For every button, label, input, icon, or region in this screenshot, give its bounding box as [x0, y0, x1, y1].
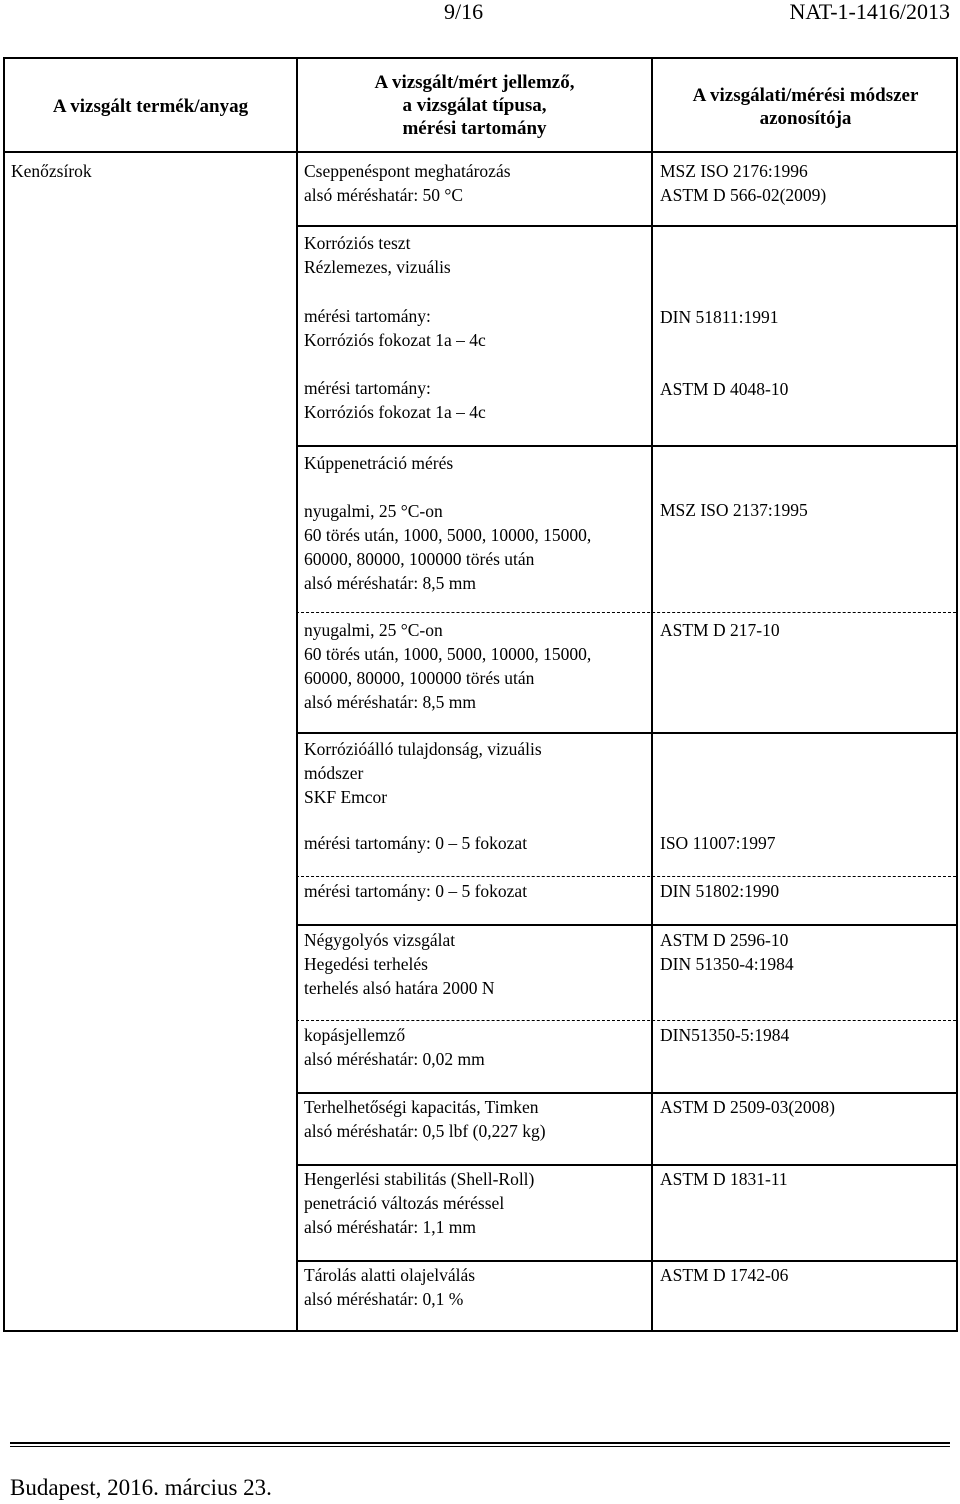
anticorrosion-method-2: DIN 51802:1990: [660, 881, 780, 901]
footer-rule: [10, 1446, 950, 1447]
text-line: Korrózióálló tulajdonság, vizuális: [304, 739, 542, 759]
text-line: alsó méréshatár: 0,02 mm: [304, 1049, 485, 1069]
text-line: 60 törés után, 1000, 5000, 10000, 15000,: [304, 644, 592, 664]
header-line: mérési tartomány: [402, 118, 547, 139]
header-property: [298, 71, 651, 140]
row-rule: [296, 225, 956, 227]
anticorrosion-property: [304, 737, 542, 809]
cone-method-2: ASTM D 217-10: [660, 620, 780, 640]
wear-property: [304, 1023, 485, 1071]
column-divider-1: [296, 59, 298, 1330]
anticorrosion-range-1: mérési tartomány: 0 – 5 fokozat: [304, 833, 528, 853]
accreditation-table: [3, 57, 958, 1332]
timken-property: [304, 1095, 546, 1143]
wear-method: DIN51350-5:1984: [660, 1025, 790, 1045]
text-line: mérési tartomány:: [304, 306, 431, 326]
column-divider-2: [651, 59, 653, 1330]
anticorrosion-range-2: mérési tartomány: 0 – 5 fokozat: [304, 881, 528, 901]
corrosion-method-1: DIN 51811:1991: [660, 307, 779, 327]
header-rule: [5, 151, 956, 153]
text-line: Korróziós teszt: [304, 233, 411, 253]
header-line: A vizsgálati/mérési módszer: [692, 85, 919, 106]
corrosion-range-1: [304, 304, 486, 352]
text-line: alsó méréshatár: 0,1 %: [304, 1289, 464, 1309]
four-ball-methods: [660, 928, 794, 976]
anticorrosion-method-1: ISO 11007:1997: [660, 833, 776, 853]
text-line: nyugalmi, 25 °C-on: [304, 501, 443, 521]
timken-method: ASTM D 2509-03(2008): [660, 1097, 835, 1117]
corrosion-property: [304, 231, 451, 279]
text-line: kopásjellemző: [304, 1025, 406, 1045]
four-ball-property: [304, 928, 494, 1000]
text-line: alsó méréshatár: 8,5 mm: [304, 692, 477, 712]
text-line: Korróziós fokozat 1a – 4c: [304, 402, 486, 422]
text-line: módszer: [304, 763, 364, 783]
product-name: Kenőzsírok: [11, 161, 92, 181]
row-rule: [296, 1164, 956, 1166]
cone-block-2: [304, 618, 591, 714]
text-line: alsó méréshatár: 0,5 lbf (0,227 kg): [304, 1121, 546, 1141]
row-rule: [296, 732, 956, 734]
text-line: SKF Emcor: [304, 787, 388, 807]
roll-stability-method: ASTM D 1831-11: [660, 1169, 788, 1189]
dashed-rule: [296, 876, 956, 877]
page-number: 9/16: [444, 0, 484, 24]
header-method: [653, 84, 958, 130]
text-line: Terhelhetőségi kapacitás, Timken: [304, 1097, 539, 1117]
header-line: A vizsgált/mért jellemző,: [374, 72, 575, 93]
text-line: 60000, 80000, 100000 törés után: [304, 549, 535, 569]
row-rule: [296, 1092, 956, 1094]
text-line: mérési tartomány:: [304, 378, 431, 398]
dashed-rule: [296, 1020, 956, 1021]
document-id: NAT-1-1416/2013: [789, 0, 950, 24]
text-line: Rézlemezes, vizuális: [304, 257, 451, 277]
text-line: alsó méréshatár: 50 °C: [304, 185, 464, 205]
text-line: terhelés alsó határa 2000 N: [304, 978, 495, 998]
text-line: ASTM D 2596-10: [660, 930, 789, 950]
text-line: alsó méréshatár: 1,1 mm: [304, 1217, 477, 1237]
header-line: azonosítója: [759, 108, 852, 129]
text-line: Hengerlési stabilitás (Shell-Roll): [304, 1169, 535, 1189]
text-line: 60 törés után, 1000, 5000, 10000, 15000,: [304, 525, 592, 545]
footer-rule: [10, 1442, 950, 1444]
footer-place-date: Budapest, 2016. március 23.: [10, 1475, 272, 1500]
dashed-rule: [296, 612, 956, 613]
oil-separation-property: [304, 1263, 475, 1311]
row-rule: [296, 924, 956, 926]
text-line: DIN 51350-4:1984: [660, 954, 794, 974]
row-rule: [296, 445, 956, 447]
text-line: Négygolyós vizsgálat: [304, 930, 456, 950]
dropping-point-methods: [660, 159, 826, 207]
header-line: a vizsgálat típusa,: [402, 95, 547, 116]
text-line: Tárolás alatti olajelválás: [304, 1265, 476, 1285]
roll-stability-property: [304, 1167, 534, 1239]
text-line: 60000, 80000, 100000 törés után: [304, 668, 535, 688]
dropping-point-property: [304, 159, 511, 207]
cone-method-1: MSZ ISO 2137:1995: [660, 500, 808, 520]
text-line: Cseppenéspont meghatározás: [304, 161, 511, 181]
text-line: alsó méréshatár: 8,5 mm: [304, 573, 477, 593]
header-product: A vizsgált termék/anyag: [52, 96, 249, 117]
oil-separation-method: ASTM D 1742-06: [660, 1265, 789, 1285]
corrosion-range-2: [304, 376, 486, 424]
text-line: Korróziós fokozat 1a – 4c: [304, 330, 486, 350]
text-line: penetráció változás méréssel: [304, 1193, 505, 1213]
text-line: ASTM D 566-02(2009): [660, 185, 827, 205]
cone-title: Kúppenetráció mérés: [304, 453, 454, 473]
text-line: MSZ ISO 2176:1996: [660, 161, 808, 181]
text-line: Hegedési terhelés: [304, 954, 428, 974]
text-line: nyugalmi, 25 °C-on: [304, 620, 443, 640]
cone-block-1: [304, 499, 591, 595]
row-rule: [296, 1260, 956, 1262]
corrosion-method-2: ASTM D 4048-10: [660, 379, 789, 399]
